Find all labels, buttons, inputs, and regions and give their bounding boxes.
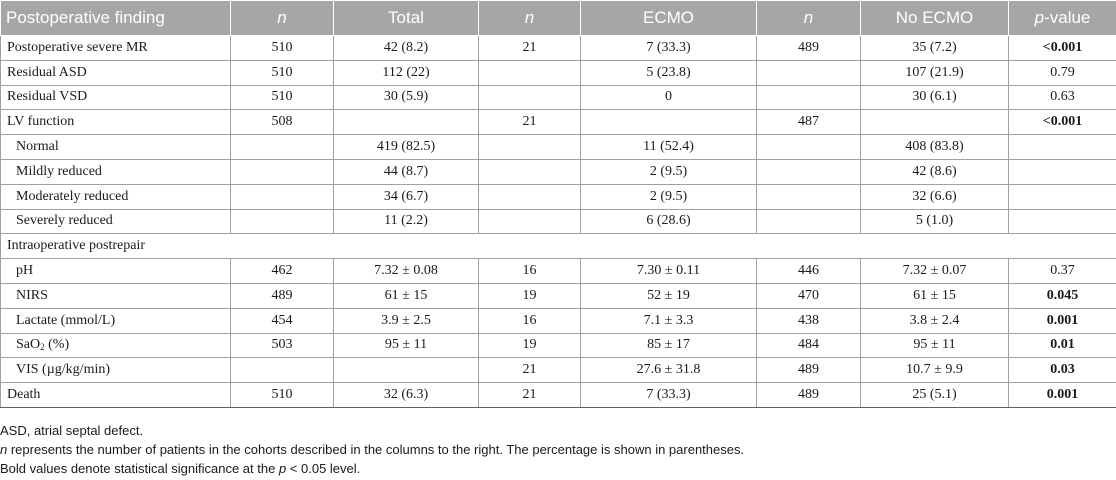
n-total-cell: 489 [231, 283, 334, 308]
no-ecmo-cell: 3.8 ± 2.4 [861, 308, 1009, 333]
table-row [1, 159, 1116, 184]
table-row [1, 209, 1116, 234]
no-ecmo-cell: 107 (21.9) [861, 60, 1009, 85]
table-row [1, 234, 1116, 259]
ecmo-cell: 11 (52.4) [581, 135, 757, 160]
n-no-ecmo-cell: 470 [757, 283, 861, 308]
p-value-cell: 0.37 [1009, 259, 1116, 284]
n-ecmo-cell [479, 184, 581, 209]
col-header-n-ecmo: n [479, 1, 581, 36]
n-total-cell [231, 135, 334, 160]
ecmo-cell: 2 (9.5) [581, 184, 757, 209]
no-ecmo-cell: 5 (1.0) [861, 209, 1009, 234]
table-row [1, 308, 1116, 333]
total-cell: 34 (6.7) [334, 184, 479, 209]
total-cell: 61 ± 15 [334, 283, 479, 308]
n-no-ecmo-cell: 489 [757, 358, 861, 383]
n-no-ecmo-cell: 489 [757, 36, 861, 61]
col-header-n-no-ecmo: n [757, 1, 861, 36]
p-value-cell: 0.045 [1009, 283, 1116, 308]
no-ecmo-cell: 30 (6.1) [861, 85, 1009, 110]
n-total-cell: 462 [231, 259, 334, 284]
ecmo-cell: 52 ± 19 [581, 283, 757, 308]
total-cell: 3.9 ± 2.5 [334, 308, 479, 333]
ecmo-cell: 85 ± 17 [581, 333, 757, 358]
n-ecmo-cell: 16 [479, 259, 581, 284]
table-row [1, 135, 1116, 160]
n-no-ecmo-cell [757, 135, 861, 160]
col-header-no-ecmo: No ECMO [861, 1, 1009, 36]
n-total-cell [231, 209, 334, 234]
row-label: LV function [1, 110, 231, 135]
table-row [1, 358, 1116, 383]
row-label: NIRS [1, 283, 231, 308]
n-no-ecmo-cell: 489 [757, 383, 861, 408]
p-value-cell [1009, 184, 1116, 209]
n-no-ecmo-cell: 438 [757, 308, 861, 333]
p-value-cell: 0.79 [1009, 60, 1116, 85]
p-value-cell: 0.001 [1009, 308, 1116, 333]
total-cell: 419 (82.5) [334, 135, 479, 160]
n-total-cell: 510 [231, 383, 334, 408]
n-ecmo-cell: 19 [479, 283, 581, 308]
row-label: pH [1, 259, 231, 284]
p-value-cell: <0.001 [1009, 110, 1116, 135]
total-cell: 7.32 ± 0.08 [334, 259, 479, 284]
ecmo-cell: 5 (23.8) [581, 60, 757, 85]
header-row [1, 1, 1116, 36]
n-ecmo-cell: 21 [479, 358, 581, 383]
total-cell: 32 (6.3) [334, 383, 479, 408]
footnote-n-symbol: n [0, 442, 8, 457]
table-row [1, 60, 1116, 85]
ecmo-cell: 7.30 ± 0.11 [581, 259, 757, 284]
col-header-p-value: p-value [1009, 1, 1116, 36]
footnote-bold-pre: Bold values denote statistical significance at the [0, 461, 279, 476]
row-label: Death [1, 383, 231, 408]
no-ecmo-cell [861, 110, 1009, 135]
n-total-cell: 503 [231, 333, 334, 358]
col-header-total: Total [334, 1, 479, 36]
no-ecmo-cell: 61 ± 15 [861, 283, 1009, 308]
n-total-cell: 454 [231, 308, 334, 333]
p-value-cell: 0.03 [1009, 358, 1116, 383]
row-label: Lactate (mmol/L) [1, 308, 231, 333]
no-ecmo-cell: 10.7 ± 9.9 [861, 358, 1009, 383]
total-cell [334, 358, 479, 383]
table-row [1, 110, 1116, 135]
row-label-subscript: 2 [40, 342, 45, 353]
no-ecmo-cell: 35 (7.2) [861, 36, 1009, 61]
ecmo-cell [581, 110, 757, 135]
n-no-ecmo-cell [757, 209, 861, 234]
n-no-ecmo-cell: 484 [757, 333, 861, 358]
col-header-ecmo: ECMO [581, 1, 757, 36]
ecmo-cell: 7 (33.3) [581, 36, 757, 61]
table-row [1, 36, 1116, 61]
footnote-n [0, 440, 744, 459]
footnote-bold-post: < 0.05 level. [286, 461, 361, 476]
n-no-ecmo-cell: 446 [757, 259, 861, 284]
n-ecmo-cell: 21 [479, 383, 581, 408]
total-cell: 44 (8.7) [334, 159, 479, 184]
table-body [1, 36, 1116, 408]
total-cell [334, 110, 479, 135]
p-value-cell [1009, 209, 1116, 234]
n-ecmo-cell: 16 [479, 308, 581, 333]
row-label-suffix: (%) [44, 337, 70, 353]
total-cell: 112 (22) [334, 60, 479, 85]
total-cell: 42 (8.2) [334, 36, 479, 61]
n-ecmo-cell: 19 [479, 333, 581, 358]
total-cell: 30 (5.9) [334, 85, 479, 110]
n-ecmo-cell [479, 135, 581, 160]
no-ecmo-cell: 42 (8.6) [861, 159, 1009, 184]
total-cell: 95 ± 11 [334, 333, 479, 358]
no-ecmo-cell: 32 (6.6) [861, 184, 1009, 209]
row-label: Normal [1, 135, 231, 160]
n-ecmo-cell [479, 159, 581, 184]
ecmo-cell: 7 (33.3) [581, 383, 757, 408]
table-row [1, 383, 1116, 408]
no-ecmo-cell: 408 (83.8) [861, 135, 1009, 160]
table-row [1, 184, 1116, 209]
ecmo-cell: 27.6 ± 31.8 [581, 358, 757, 383]
n-total-cell: 510 [231, 36, 334, 61]
table-row [1, 259, 1116, 284]
row-label: VIS (µg/kg/min) [1, 358, 231, 383]
table-row [1, 283, 1116, 308]
ecmo-cell: 7.1 ± 3.3 [581, 308, 757, 333]
section-label: Intraoperative postrepair [1, 234, 1116, 259]
n-total-cell: 510 [231, 85, 334, 110]
row-label [1, 333, 231, 358]
n-total-cell: 510 [231, 60, 334, 85]
p-value-cell: <0.001 [1009, 36, 1116, 61]
n-total-cell [231, 184, 334, 209]
n-no-ecmo-cell [757, 159, 861, 184]
row-label: Residual VSD [1, 85, 231, 110]
no-ecmo-cell: 7.32 ± 0.07 [861, 259, 1009, 284]
n-total-cell [231, 159, 334, 184]
ecmo-cell: 0 [581, 85, 757, 110]
p-value-cell: 0.01 [1009, 333, 1116, 358]
ecmo-cell: 6 (28.6) [581, 209, 757, 234]
n-ecmo-cell: 21 [479, 36, 581, 61]
row-label: Moderately reduced [1, 184, 231, 209]
table-row [1, 85, 1116, 110]
n-no-ecmo-cell [757, 85, 861, 110]
ecmo-cell: 2 (9.5) [581, 159, 757, 184]
p-value-cell: 0.001 [1009, 383, 1116, 408]
n-ecmo-cell [479, 85, 581, 110]
row-label: Severely reduced [1, 209, 231, 234]
n-no-ecmo-cell: 487 [757, 110, 861, 135]
row-label-text: SaO [16, 337, 41, 353]
n-total-cell: 508 [231, 110, 334, 135]
n-ecmo-cell: 21 [479, 110, 581, 135]
p-value-cell: 0.63 [1009, 85, 1116, 110]
p-value-cell [1009, 135, 1116, 160]
col-header-n-total: n [231, 1, 334, 36]
n-ecmo-cell [479, 209, 581, 234]
row-label: Postoperative severe MR [1, 36, 231, 61]
no-ecmo-cell: 95 ± 11 [861, 333, 1009, 358]
footnote-bold [0, 459, 744, 478]
p-symbol: p [1034, 8, 1045, 27]
footnote-n-text: represents the number of patients in the cohorts described in the columns to the right. The percentage is shown in parentheses. [7, 442, 745, 457]
n-no-ecmo-cell [757, 184, 861, 209]
total-cell: 11 (2.2) [334, 209, 479, 234]
no-ecmo-cell: 25 (5.1) [861, 383, 1009, 408]
footnote-bold-p: p [278, 461, 287, 476]
col-header-finding: Postoperative finding [1, 1, 231, 36]
n-no-ecmo-cell [757, 60, 861, 85]
p-value-cell [1009, 159, 1116, 184]
table-footnotes [0, 421, 744, 478]
n-ecmo-cell [479, 60, 581, 85]
footnote-asd: ASD, atrial septal defect. [0, 423, 144, 438]
table-row [1, 333, 1116, 358]
row-label: Mildly reduced [1, 159, 231, 184]
row-label: Residual ASD [1, 60, 231, 85]
n-total-cell [231, 358, 334, 383]
